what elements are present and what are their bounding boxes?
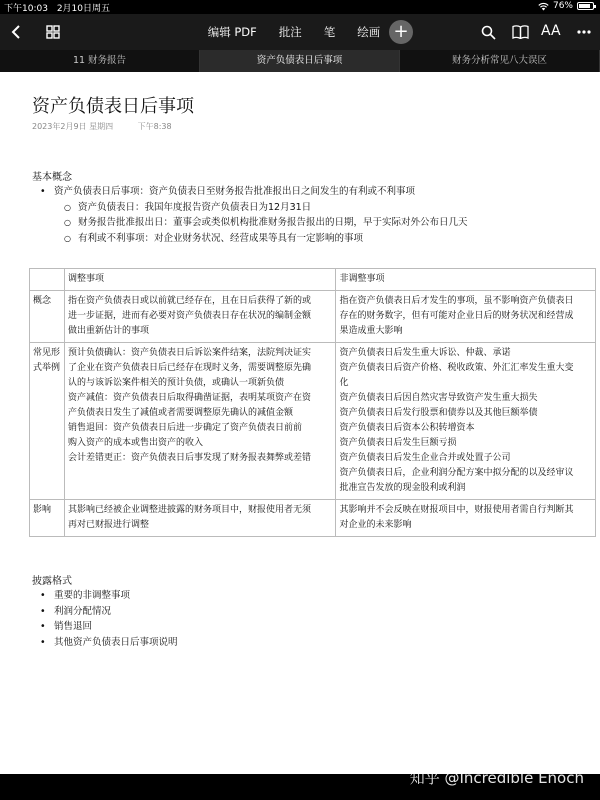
cell-line: 预计负债确认：资产负债表日后诉讼案件结案，法院判决证实 — [67, 348, 311, 358]
cell-line: 了企业在资产负债表日后已经存在现时义务，需要调整原先确 — [67, 363, 311, 373]
cell-line: 做出重新估计的事项 — [67, 326, 149, 336]
concept-sublist — [64, 200, 468, 247]
list-item: ○ 资产负债表日：我国年度报告资产负债表日为12月31日 — [64, 200, 468, 216]
table-header-cell: 非调整事项 — [336, 269, 596, 291]
table-row — [30, 343, 596, 500]
edit-pdf-button[interactable]: 编辑 PDF — [207, 25, 257, 39]
cell-line: 销售退回：资产负债表日后进一步确定了资产负债表日前前 — [67, 423, 302, 433]
battery-icon — [577, 2, 594, 10]
basic-concepts-heading: 基本概念 — [32, 172, 72, 183]
nonadjust-cell — [336, 500, 596, 537]
toolbar — [0, 14, 600, 50]
more-icon[interactable] — [574, 22, 594, 42]
tab-bar — [0, 50, 600, 72]
cell-line: 会计差错更正：资产负债表日后事发现了财务报表舞弊或差错 — [67, 453, 311, 463]
adjust-cell — [64, 500, 336, 537]
cell-line: 资产负债表日后发生重大诉讼、仲裁、承诺 — [339, 348, 511, 358]
nonadjust-cell — [336, 343, 596, 500]
disclosure-heading: 披露格式 — [32, 576, 72, 587]
note-title: 资产负债表日后事项 — [32, 96, 194, 117]
battery-percent: 76% — [552, 1, 573, 11]
cell-line: 资产负债表日后，企业利润分配方案中拟分配的以及经审议 — [339, 468, 574, 478]
table-header-cell — [30, 269, 65, 291]
adjust-cell — [64, 291, 336, 343]
cell-line: 指在资产负债表日或以前就已经存在，且在日后获得了新的或 — [67, 296, 311, 306]
note-page — [0, 72, 600, 774]
cell-line: 存在的财务数字，但有可能对企业日后的财务状况和经营成 — [339, 311, 574, 321]
table-header-row — [30, 269, 596, 291]
cell-line: 认的与该诉讼案件相关的预计负债，或确认一项新负债 — [67, 378, 284, 388]
disclosure-list — [40, 588, 178, 650]
cell-line: 对企业的未来影响 — [339, 520, 412, 530]
status-bar — [0, 0, 600, 14]
cell-line: 化 — [339, 378, 349, 388]
search-icon[interactable] — [478, 22, 498, 42]
tab-financial-analysis-mistakes[interactable]: 财务分析常见八大误区 — [400, 50, 600, 72]
cell-line: 批准宣告发放的现金股利或利润 — [339, 483, 466, 493]
table-header-cell: 调整事项 — [64, 269, 336, 291]
book-icon[interactable] — [510, 22, 530, 42]
table-row — [30, 291, 596, 343]
list-item: ○ 财务报告批准报出日：董事会或类似机构批准财务报告报出的日期，早于实际对外公布日几天 — [64, 215, 468, 231]
row-label: 影响 — [30, 500, 65, 537]
status-date: 2月10日周五 — [56, 4, 110, 14]
cell-line: 进一步证据，进而有必要对资产负债表日存在状况的编制金额 — [67, 311, 311, 321]
cell-line: 果造成重大影响 — [339, 326, 403, 336]
table-row — [30, 500, 596, 537]
cell-line: 资产负债表日后发生巨额亏损 — [339, 438, 457, 448]
cell-line: 指在资产负债表日后才发生的事项，虽不影响资产负债表日 — [339, 296, 574, 306]
wifi-icon — [538, 2, 549, 11]
add-button[interactable]: + — [389, 20, 413, 44]
status-time: 下午10:03 — [4, 4, 48, 14]
note-date: 2023年2月9日 星期四 — [32, 122, 114, 131]
row-label: 概念 — [30, 291, 65, 343]
basic-concepts-list — [40, 184, 468, 246]
list-item — [40, 184, 468, 246]
cell-line: 资产负债表日后发生企业合并或处置子公司 — [339, 453, 511, 463]
note-time: 下午8:38 — [137, 122, 172, 131]
list-item: • 其他资产负债表日后事项说明 — [40, 635, 178, 651]
draw-button[interactable]: 绘画 — [357, 25, 381, 39]
cell-line: 资产负债表日后资产价格、税收政策、外汇汇率发生重大变 — [339, 363, 574, 373]
row-label: 常见形式举例 — [30, 343, 65, 500]
text-size-button[interactable]: AA — [541, 23, 561, 39]
list-item: • 利润分配情况 — [40, 604, 178, 620]
pen-button[interactable]: 笔 — [323, 25, 336, 39]
concept-definition: 资产负债表日后事项：资产负债表日至财务报告批准报出日之间发生的有利或不利事项 — [54, 186, 416, 197]
annotate-button[interactable]: 批注 — [278, 25, 302, 39]
tab-post-balance-sheet-events[interactable]: 资产负债表日后事项 — [200, 50, 400, 72]
watermark: 知乎 @Incredible Enoch — [409, 769, 584, 787]
cell-line: 其影响已经被企业调整进披露的财务项目中，财报使用者无须 — [67, 505, 311, 515]
list-item: • 销售退回 — [40, 619, 178, 635]
cell-line: 资产减值：资产负债表日后取得确凿证据，表明某项资产在资 — [67, 393, 311, 403]
comparison-table — [29, 268, 596, 537]
cell-line: 其影响并不会反映在财报项目中，财报使用者需自行判断其 — [339, 505, 574, 515]
cell-line: 产负债表日发生了减值或者需要调整原先确认的减值金额 — [67, 408, 293, 418]
list-item: ○ 有利或不利事项：对企业财务状况、经营成果等具有一定影响的事项 — [64, 231, 468, 247]
nonadjust-cell — [336, 291, 596, 343]
cell-line: 购入资产的成本或售出资产的收入 — [67, 438, 203, 448]
note-meta — [32, 121, 194, 132]
cell-line: 资产负债表日后资本公积转增资本 — [339, 423, 475, 433]
adjust-cell — [64, 343, 336, 500]
cell-line: 资产负债表日后因自然灾害导致资产发生重大损失 — [339, 393, 538, 403]
cell-line: 资产负债表日后发行股票和债券以及其他巨额举债 — [339, 408, 538, 418]
tab-financial-report[interactable]: 11 财务报告 — [0, 50, 200, 72]
list-item: • 重要的非调整事项 — [40, 588, 178, 604]
cell-line: 再对已财报进行调整 — [67, 520, 149, 530]
